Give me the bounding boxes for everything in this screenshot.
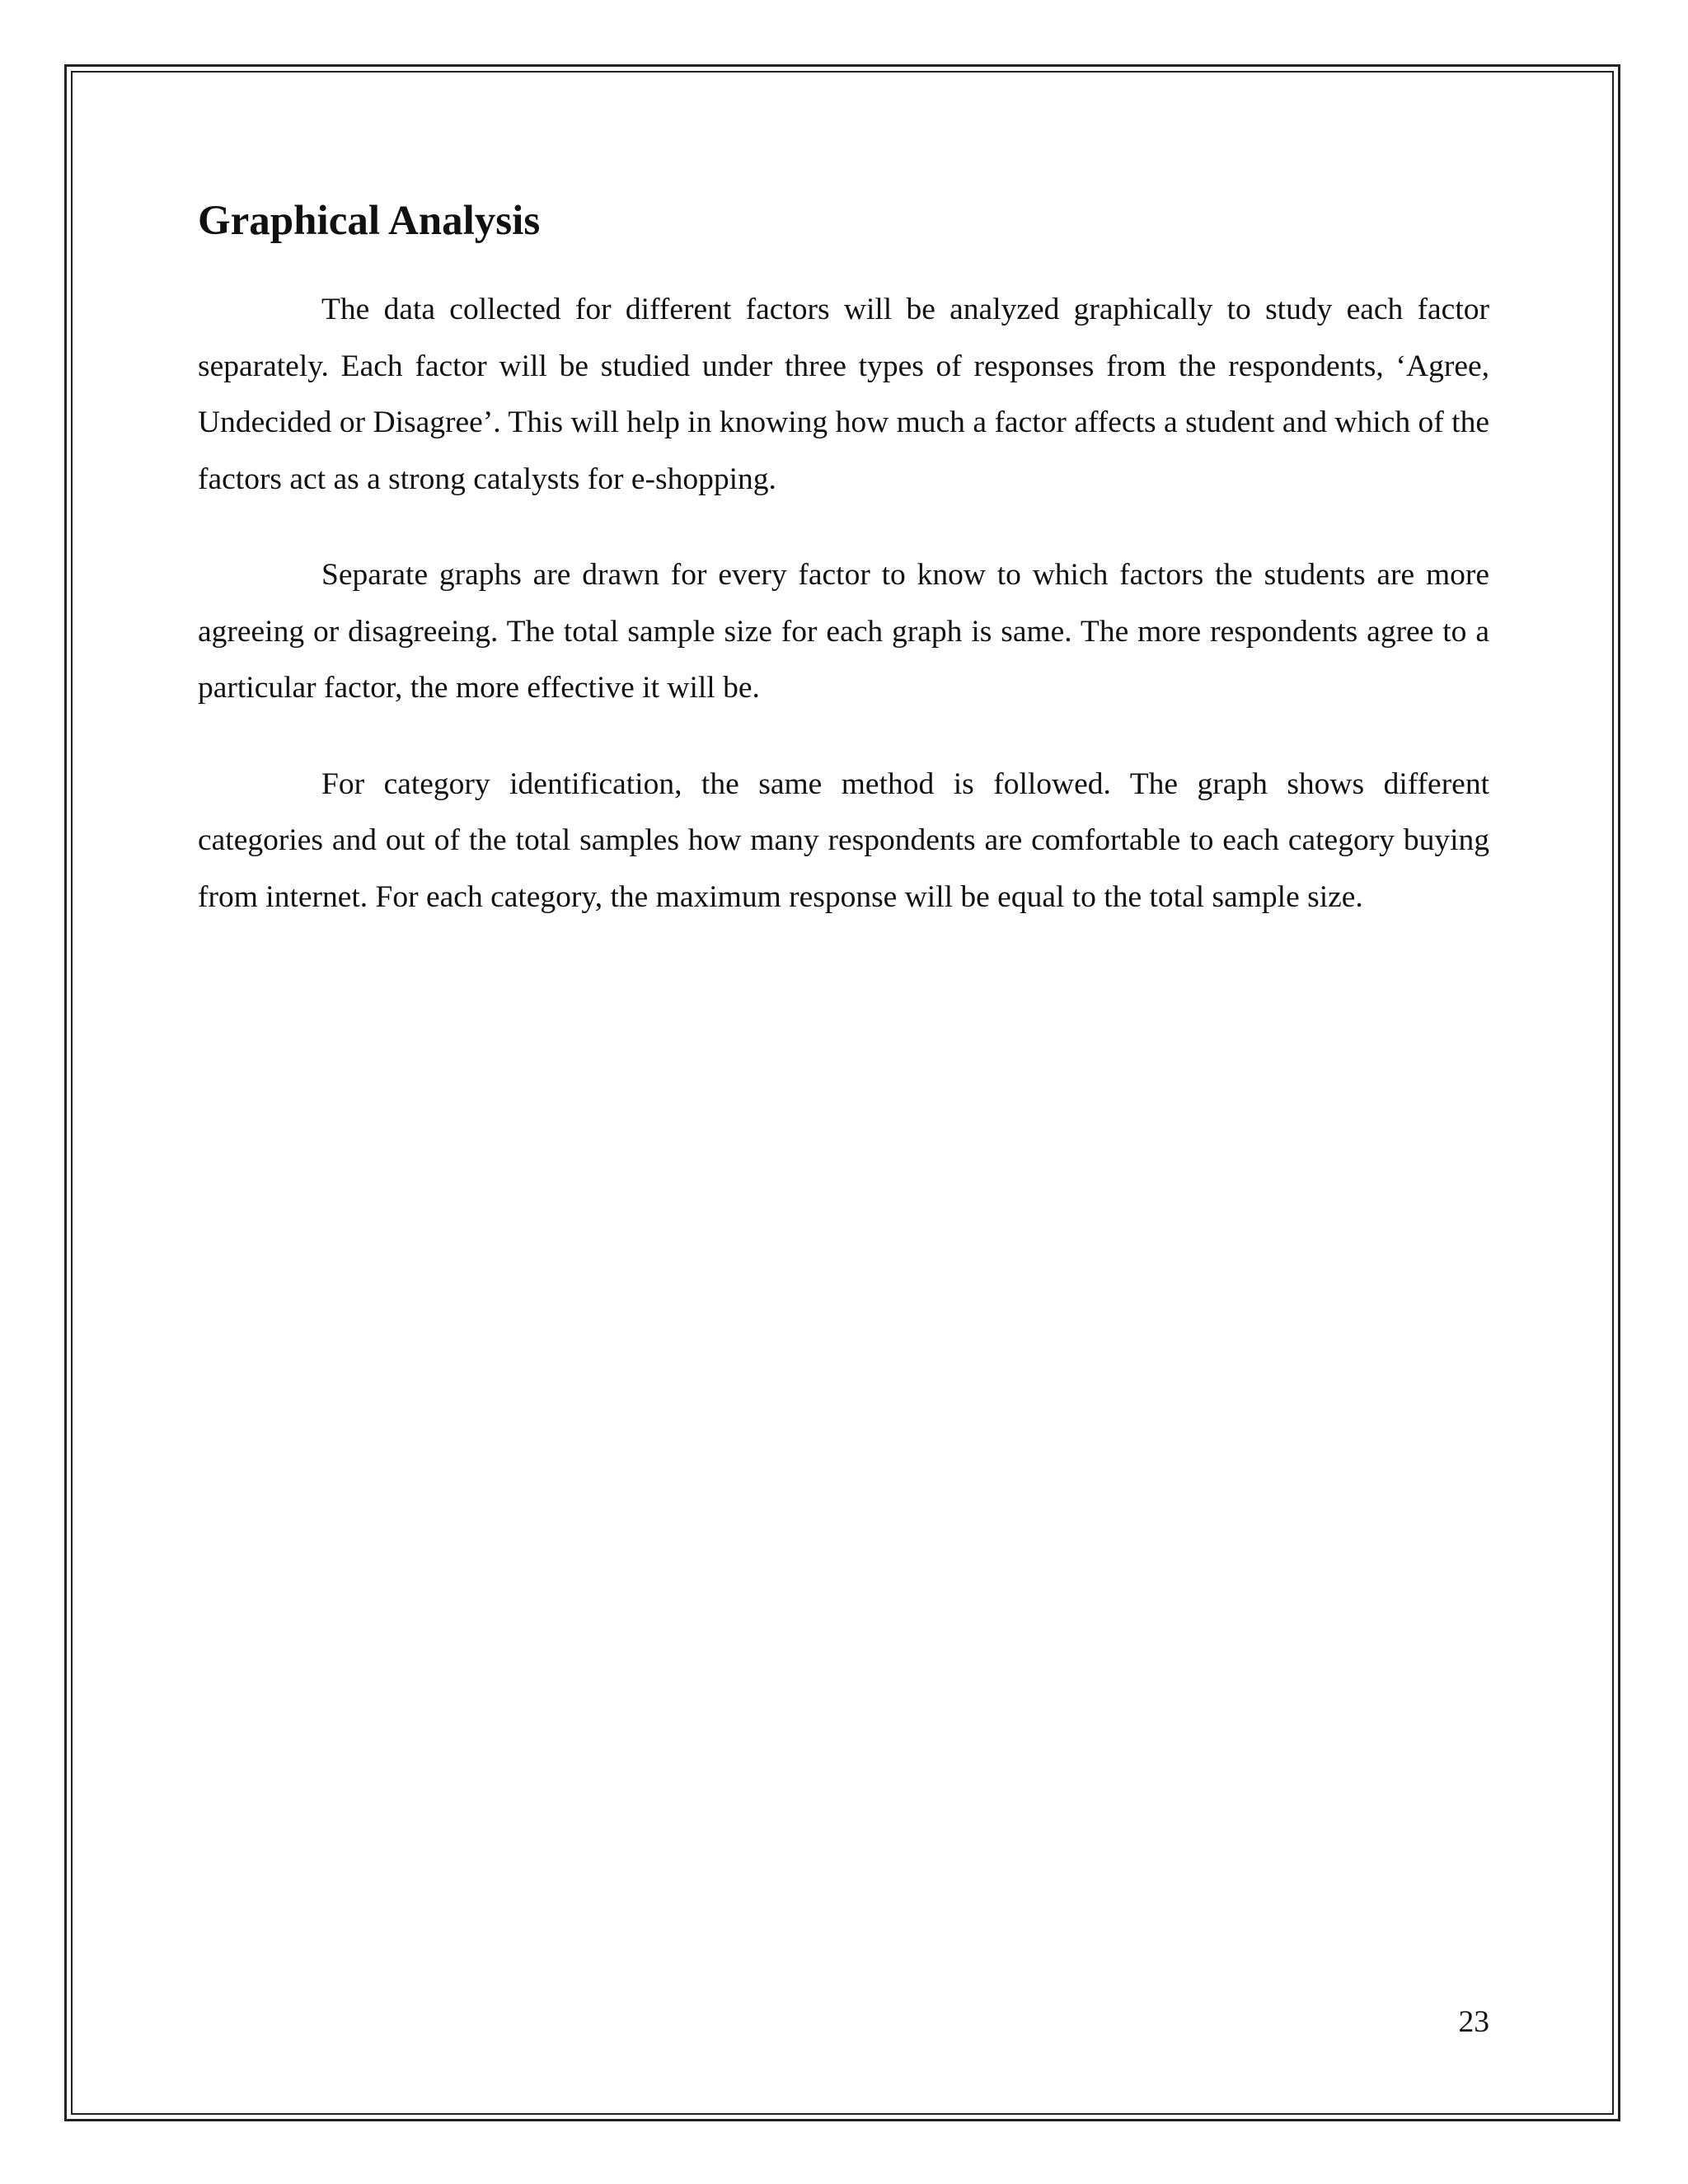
section-heading: Graphical Analysis [198,198,541,244]
page-number: 23 [1458,2005,1489,2039]
page-content [198,196,1489,965]
paragraph-separate-graphs: Separate graphs are drawn for every factor to know to which factors the students are more agreeing or disagreeing. The total sample size for each graph is same. The more respondents agree to a particular factor, the more effective it will be. [198,558,1489,705]
paragraph-data-collection: The data collected for different factors will be analyzed graphically to study each factor separately. Each factor will be studied under three types of responses from the respondents, ‘Agree, Undecided or Disagree’. This will help in knowing how much a factor affects a student and which of the factors act as a strong catalysts for e-shopping. [198,293,1489,496]
paragraph-category-identification: For category identification, the same method is followed. The graph shows different categories and out of the total samples how many respondents are comfortable to each category buying from internet. For each category, the maximum response will be equal to the total sample size. [198,766,1489,914]
